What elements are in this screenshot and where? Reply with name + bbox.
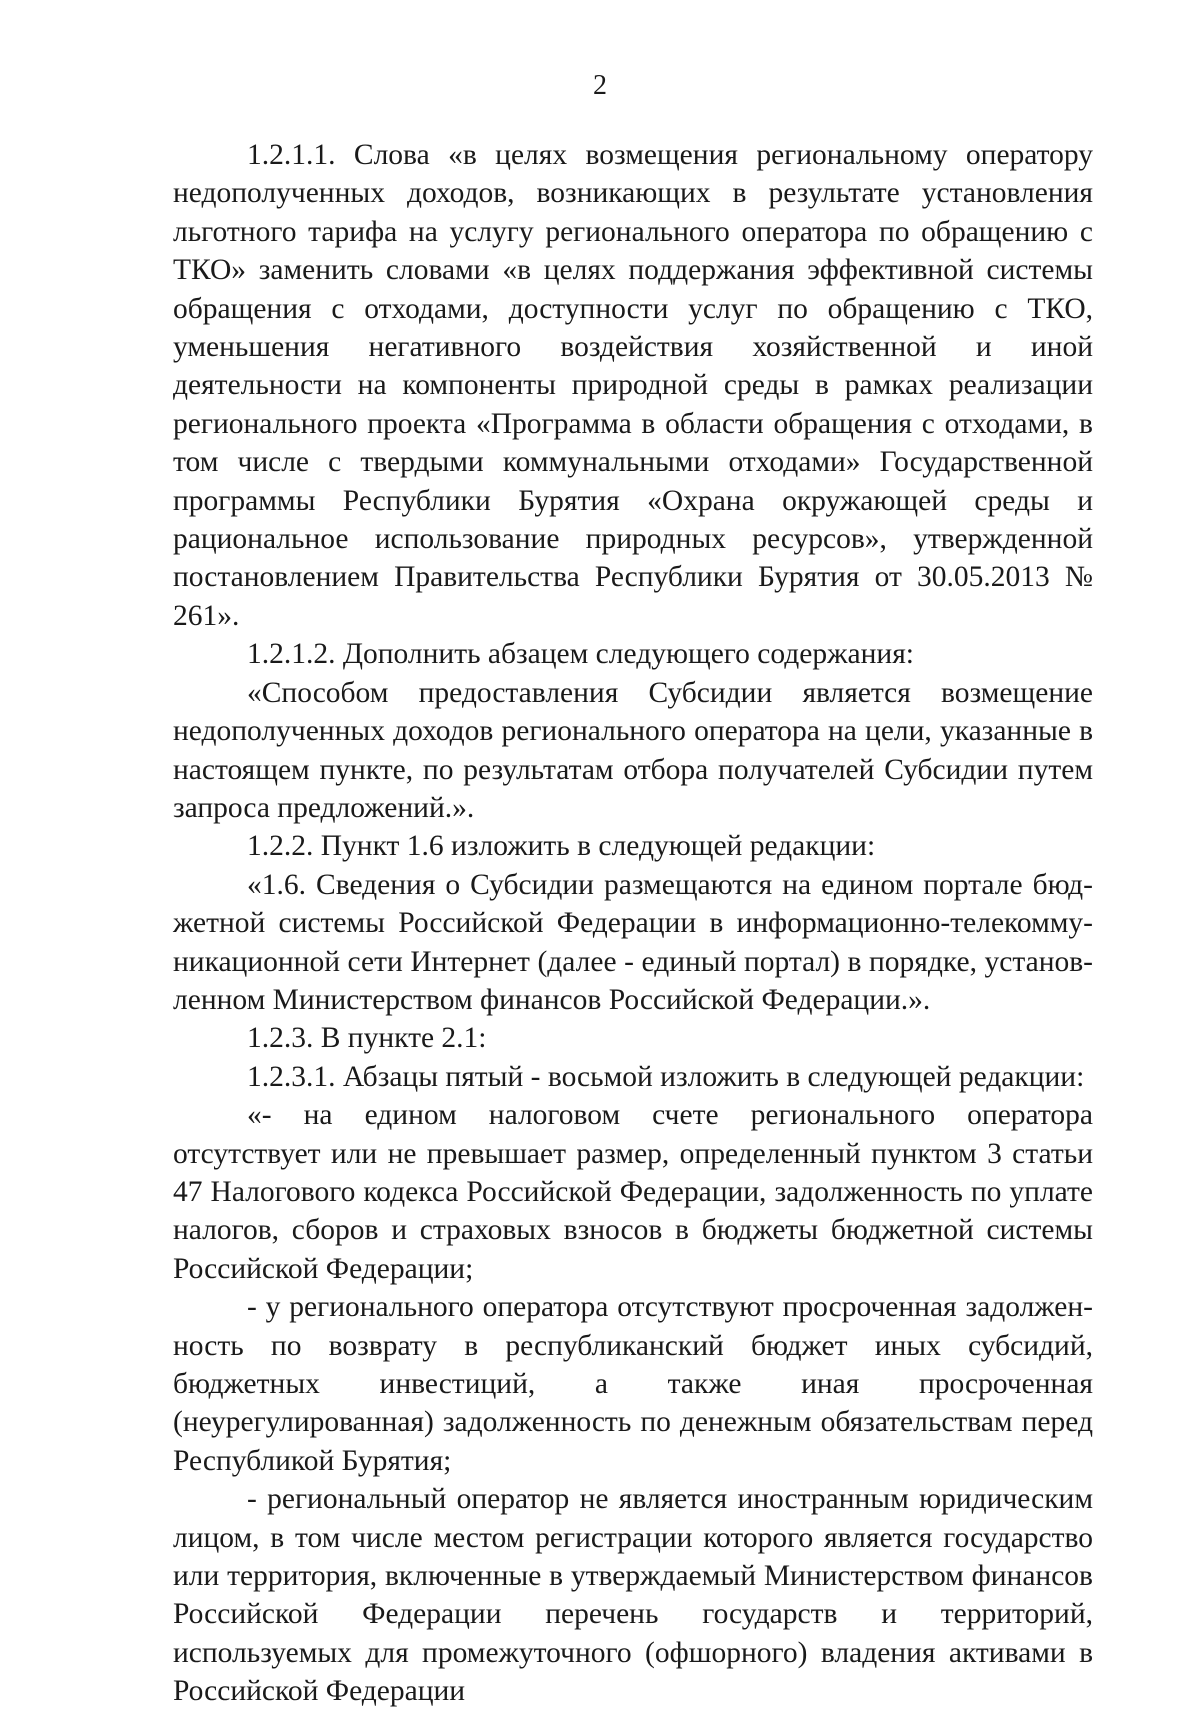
paragraph-1-2-3: 1.2.3. В пункте 2.1: [247,1022,487,1055]
paragraph-1-2-3-1: 1.2.3.1. Абзацы пятый - восьмой изложить в следующей редакции: [247,1060,1085,1093]
paragraph-overdue-debt: - у регионального оператора отсутствуют просроченная задолженность по возврату в республиканский бюджет иных субсидий, бюджетных инвестиций, а также иная просроченная (неурегулированная) задолженность по денежным обязательствам перед Республикой Бурятия; [173,1291,1093,1477]
paragraph-1-2-1-2: 1.2.1.2. Дополнить абзацем следующего содержания: [247,638,914,671]
paragraph-1-2-1-1: 1.2.1.1. Слова «в целях возмещения региональному оператору недополученных доходов, возникающих в результате установления льготного тарифа на услугу регионального оператора по обращению с ТКО» заменить словами «в целях поддержания эффективной системы обращения с отходами, доступности услуг по обращению с ТКО, уменьшения негативного воздействия хозяйственной и иной деятельности на компоненты природной среды в рамках реализации регионального проекта «Программа в области обращения с отходами, в том числе с твердыми коммунальными отходами» Государственной программы Республики Бурятия «Охрана окружающей среды и рациональное использование природных ресурсов», утвержденной постановлением Правительства Республики Бурятия от 30.05.2013 № 261». [173,139,1093,632]
page-number: 2 [593,70,607,101]
paragraph-1-2-2: 1.2.2. Пункт 1.6 изложить в следующей редакции: [247,830,876,863]
paragraph-foreign-entity: - региональный оператор не является иностранным юридическим лицом, в том числе местом регистрации которого является государство или территория, включенные в утверждаемый Министерством финансов Российской Федерации перечень государств и территорий, используемых для промежуточного (офшорного) владения активами в Российской Федерации [173,1483,1093,1708]
paragraph-tax-account: «- на едином налоговом счете регионального оператора отсутствует или не превышает размер, определенный пунктом 3 статьи 47 Налогового кодекса Российской Федерации, задолженность по уплате налогов, сборов и страховых взносов в бюджеты бюджетной системы Российской Федерации; [173,1099,1093,1285]
document-body [173,136,1093,1711]
paragraph-subsidy-method: «Способом предоставления Субсидии является возмещение недополученных доходов регионального оператора на цели, указанные в настоящем пункте, по результатам отбора получателей Субсидии путем запроса предложений.». [173,676,1093,824]
paragraph-1-6-portal: «1.6. Сведения о Субсидии размещаются на едином портале бюджетной системы Российской Федерации в информационно-телекоммуникационной сети Интернет (далее - единый портал) в порядке, установленном Министерством финансов Российской Федерации.». [173,868,1093,1016]
